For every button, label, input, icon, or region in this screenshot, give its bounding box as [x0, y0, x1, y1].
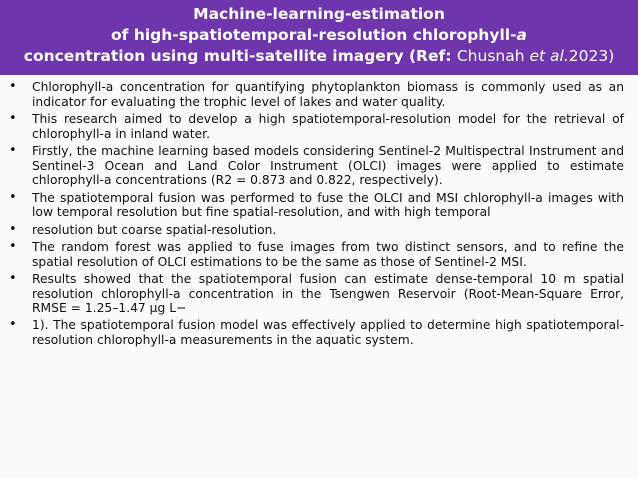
title-banner	[0, 0, 638, 75]
bullet-list	[0, 80, 638, 350]
bullet-item	[0, 191, 638, 220]
bullet-dot-icon: •	[9, 142, 17, 158]
title-line-2-italic: a	[516, 26, 527, 44]
title-line-3-main: concentration using multi-satellite imagery (Ref:	[23, 47, 457, 65]
bullet-text: Firstly, the machine learning based models considering Sentinel-2 Multispectral Instrument and Sentinel-3 Ocean and Land Color Instrument (OLCI) images were applied to estimate chlorophyll-a concentrations (R2 = 0.873 and 0.822, respectively).	[32, 143, 624, 188]
title-line-2-main: of high-spatiotemporal-resolution chlorophyll-	[111, 26, 517, 44]
bullet-dot-icon: •	[9, 79, 17, 94]
title-line-3	[0, 46, 638, 67]
bullet-dot-icon: •	[9, 221, 17, 237]
bullet-text: resolution but coarse spatial-resolution.	[32, 222, 277, 237]
bullet-item	[0, 318, 638, 347]
bullet-item	[0, 240, 638, 269]
bullet-item	[0, 80, 638, 109]
bullet-dot-icon: •	[9, 238, 17, 254]
bullet-dot-icon: •	[9, 110, 17, 126]
bullet-item	[0, 223, 638, 238]
bullet-dot-icon: •	[9, 189, 17, 205]
title-ref-year: 2023)	[568, 47, 615, 65]
bullet-text: The random forest was applied to fuse images from two distinct sensors, and to refine the spatial resolution of OLCI estimations to be the same as those of Sentinel-2 MSI.	[32, 239, 624, 269]
bullet-text: 1). The spatiotemporal fusion model was effectively applied to determine high spatiotemporal-resolution chlorophyll-a measurements in the aquatic system.	[32, 318, 624, 348]
bullet-item	[0, 112, 638, 141]
title-line-1: Machine-learning-estimation	[193, 5, 445, 23]
bullet-item	[0, 144, 638, 188]
title-line-2	[0, 25, 638, 46]
bullet-text: This research aimed to develop a high spatiotemporal-resolution model for the retrieval of chlorophyll-a in inland water.	[32, 111, 624, 141]
bullet-dot-icon: •	[9, 270, 17, 286]
title-ref-author: Chusnah	[456, 47, 530, 65]
bullet-item	[0, 272, 638, 316]
bullet-text: Chlorophyll-a concentration for quantifying phytoplankton biomass is commonly used as an indicator for evaluating the trophic level of lakes and water quality.	[32, 80, 624, 109]
title-ref-etal: et al.	[529, 47, 569, 65]
bullet-text: Results showed that the spatiotemporal fusion can estimate dense-temporal 10 m spatial resolution chlorophyll-a concentration in the Tsengwen Reservoir (Root-Mean-Square Error, RMSE = 1.25–1.47 µg L−	[32, 271, 624, 316]
bullet-dot-icon: •	[9, 317, 17, 333]
bullet-text: The spatiotemporal fusion was performed to fuse the OLCI and MSI chlorophyll-a images with low temporal resolution but fine spatial-resolution, and with high temporal	[32, 190, 624, 220]
